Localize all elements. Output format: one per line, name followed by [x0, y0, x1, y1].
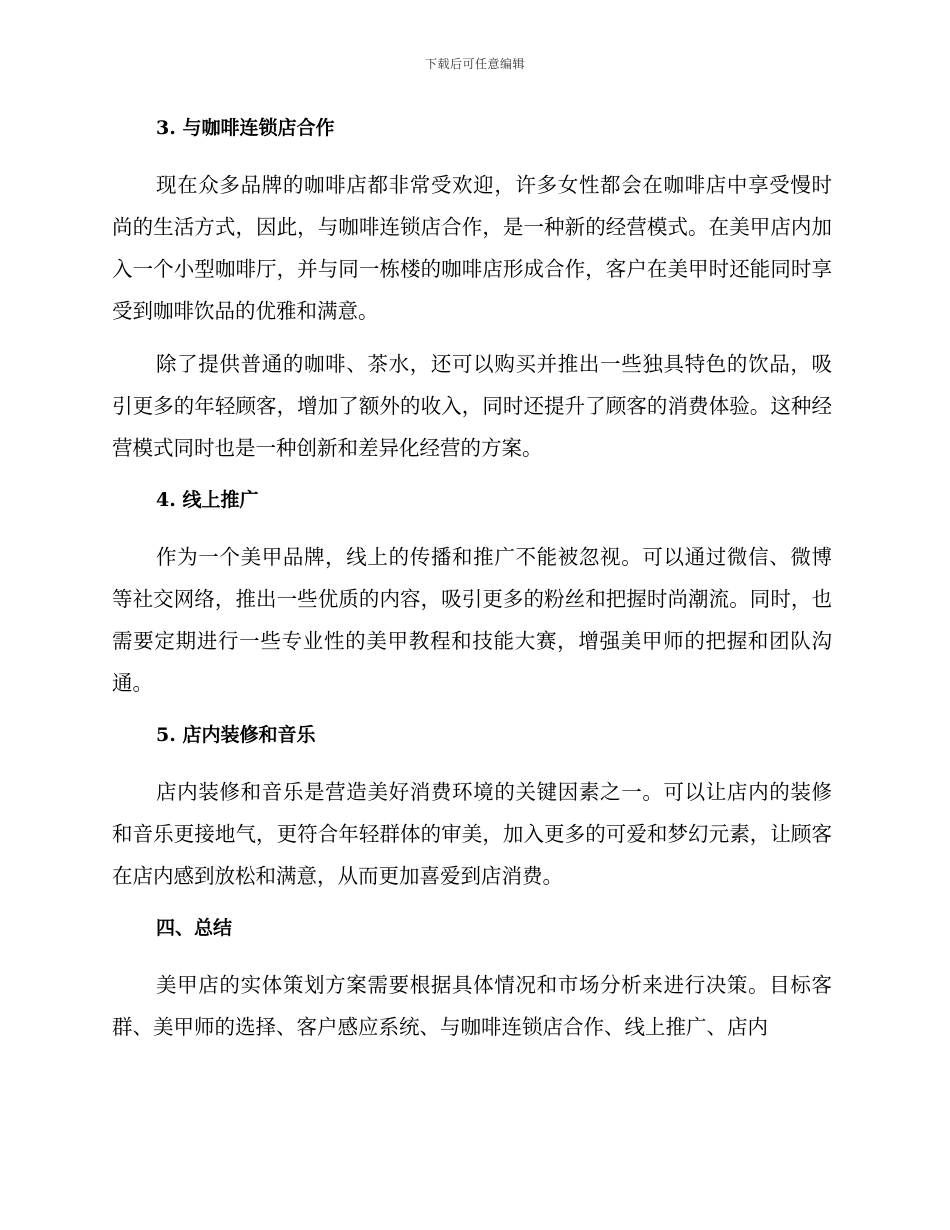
- paragraph: 除了提供普通的咖啡、茶水，还可以购买并推出一些独具特色的饮品，吸引更多的年轻顾客，增加了额外的收入，同时还提升了顾客的消费体验。这种经营模式同时也是一种创新和差异化经营的方案。: [112, 352, 832, 460]
- section-heading: 5. 店内装修和音乐: [156, 724, 316, 746]
- section-decoration-music: [112, 715, 832, 897]
- document-body: [112, 108, 832, 1059]
- section-heading: 3. 与咖啡连锁店合作: [156, 117, 335, 139]
- section-summary: [112, 908, 832, 1048]
- paragraph: 作为一个美甲品牌，线上的传播和推广不能被忽视。可以通过微信、微博等社交网络，推出一些优质的内容，吸引更多的粉丝和把握时尚潮流。同时，也需要定期进行一些专业性的美甲教程和技能大赛，增强美甲师的把握和团队沟通。: [112, 545, 832, 695]
- section-online-promotion: [112, 480, 832, 704]
- paragraph: 店内装修和音乐是营造美好消费环境的关键因素之一。可以让店内的装修和音乐更接地气，更符合年轻群体的审美，加入更多的可爱和梦幻元素，让顾客在店内感到放松和满意，从而更加喜爱到店消费。: [112, 780, 832, 888]
- section-heading: 四、总结: [156, 917, 233, 939]
- paragraph: 美甲店的实体策划方案需要根据具体情况和市场分析来进行决策。目标客群、美甲师的选择、客户感应系统、与咖啡连锁店合作、线上推广、店内: [112, 973, 832, 1039]
- paragraph: 现在众多品牌的咖啡店都非常受欢迎，许多女性都会在咖啡店中享受慢时尚的生活方式，因此，与咖啡连锁店合作，是一种新的经营模式。在美甲店内加入一个小型咖啡厅，并与同一栋楼的咖啡店形成合作，客户在美甲时还能同时享受到咖啡饮品的优雅和满意。: [112, 173, 832, 323]
- section-coffee-partnership: [112, 108, 832, 469]
- page-header-note: 下载后可任意编辑: [424, 57, 525, 71]
- section-heading: 4. 线上推广: [156, 489, 259, 511]
